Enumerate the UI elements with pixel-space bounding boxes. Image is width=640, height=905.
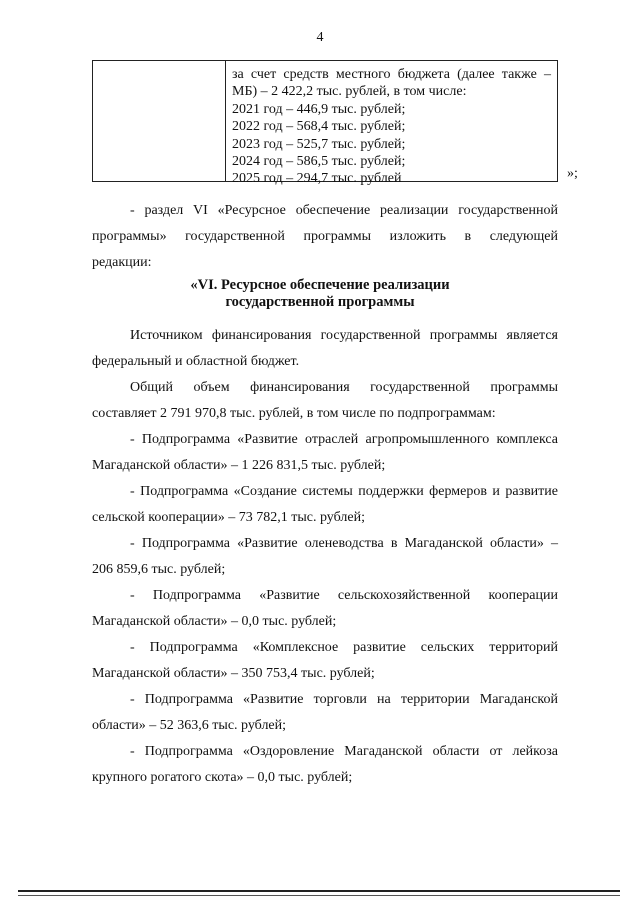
funding-table-content-cell <box>226 61 557 187</box>
sub2-line2: сельской кооперации» – 73 782,1 тыс. рублей; <box>92 510 365 525</box>
funding-year-2023: 2023 год – 525,7 тыс. рублей; <box>232 136 406 152</box>
sub7-line1: - Подпрограмма «Оздоровление Магаданской области от лейкоза <box>130 744 558 759</box>
sub6-line1: - Подпрограмма «Развитие торговли на территории Магаданской <box>130 692 558 707</box>
source-line2: федеральный и областной бюджет. <box>92 354 300 369</box>
table-closing-quote: »; <box>567 166 578 181</box>
funding-year-2021: 2021 год – 446,9 тыс. рублей; <box>232 101 406 117</box>
footer-rule-thin <box>18 895 620 896</box>
funding-intro-line2: МБ) – 2 422,2 тыс. рублей, в том числе: <box>232 84 467 100</box>
footer-rule <box>18 890 620 892</box>
funding-table <box>92 60 558 187</box>
sub3-line2: 206 859,6 тыс. рублей; <box>92 562 226 577</box>
subprogram-4 <box>92 583 558 635</box>
funding-year-2025: 2025 год – 294,7 тыс. рублей <box>232 171 402 187</box>
funding-year-2024: 2024 год – 586,5 тыс. рублей; <box>232 154 406 170</box>
subprogram-1 <box>92 427 558 479</box>
section-heading-line2: государственной программы <box>225 294 415 310</box>
subprogram-7 <box>92 739 558 791</box>
sub6-line2: области» – 52 363,6 тыс. рублей; <box>92 718 287 733</box>
funding-intro-line1: за счет средств местного бюджета (далее также – <box>232 67 551 82</box>
financing-source-paragraph <box>92 323 558 375</box>
sub1-line1: - Подпрограмма «Развитие отраслей агропромышленного комплекса <box>130 432 558 447</box>
source-line1: Источником финансирования государственной программы является <box>130 328 558 343</box>
instruction-line1: - раздел VI «Ресурсное обеспечение реализации государственной <box>130 203 558 218</box>
subprogram-3 <box>92 531 558 583</box>
sub7-line2: крупного рогатого скота» – 0,0 тыс. рублей; <box>92 770 353 785</box>
sub5-line1: - Подпрограмма «Комплексное развитие сельских территорий <box>130 640 558 655</box>
total-line2: составляет 2 791 970,8 тыс. рублей, в том числе по подпрограммам: <box>92 406 496 421</box>
sub4-line1: - Подпрограмма «Развитие сельскохозяйственной кооперации <box>130 588 558 603</box>
sub5-line2: Магаданской области» – 350 753,4 тыс. рублей; <box>92 666 375 681</box>
instruction-line2: программы» государственной программы изложить в следующей <box>92 229 558 244</box>
sub2-line1: - Подпрограмма «Создание системы поддержки фермеров и развитие <box>130 484 558 499</box>
funding-table-empty-cell <box>93 61 226 181</box>
funding-year-2022: 2022 год – 568,4 тыс. рублей; <box>232 119 406 135</box>
section-heading-line1: «VI. Ресурсное обеспечение реализации <box>190 277 450 293</box>
instruction-paragraph <box>92 198 558 276</box>
sub3-line1: - Подпрограмма «Развитие оленеводства в Магаданской области» – <box>130 536 558 551</box>
section-heading <box>0 277 640 311</box>
total-line1: Общий объем финансирования государственной программы <box>130 380 558 395</box>
total-financing-paragraph <box>92 375 558 427</box>
page-number: 4 <box>316 30 324 45</box>
subprogram-6 <box>92 687 558 739</box>
sub4-line2: Магаданской области» – 0,0 тыс. рублей; <box>92 614 337 629</box>
instruction-line3: редакции: <box>92 255 152 270</box>
sub1-line2: Магаданской области» – 1 226 831,5 тыс. рублей; <box>92 458 386 473</box>
subprogram-2 <box>92 479 558 531</box>
subprogram-5 <box>92 635 558 687</box>
